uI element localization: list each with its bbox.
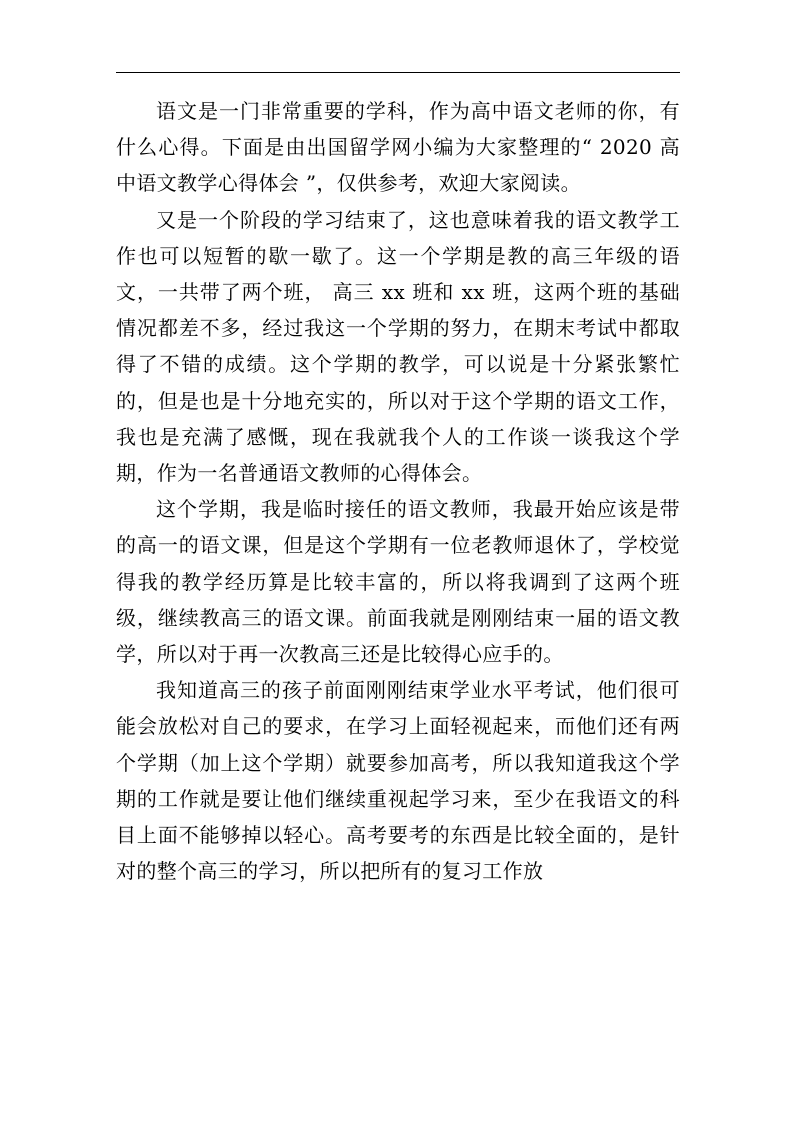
body-paragraph: 我知道高三的孩子前面刚刚结束学业水平考试，他们很可能会放松对自己的要求，在学习上面轻视起来，而他们还有两个学期（加上这个学期）就要参加高考，所以我知道我这个学期的工作就是要让他们继续重视起学习来，至少在我语文的科目上面不能够掉以轻心。高考要考的东西是比较全面的，是针对的整个高三的学习，所以把所有的复习工作放 <box>116 678 680 884</box>
header-rule <box>116 72 680 73</box>
document-body <box>116 93 680 889</box>
body-paragraph: 这个学期，我是临时接任的语文教师，我最开始应该是带的高一的语文课，但是这个学期有一位老教师退休了，学校觉得我的教学经历算是比较丰富的，所以将我调到了这两个班级，继续教高三的语文课。前面我就是刚刚结束一届的语文教学，所以对于再一次教高三还是比较得心应手的。 <box>116 497 680 667</box>
body-paragraph: 又是一个阶段的学习结束了，这也意味着我的语文教学工作也可以短暂的歇一歇了。这一个学期是教的高三年级的语文，一共带了两个班， 高三 xx 班和 xx 班，这两个班的基础情况都差不多，经过我这一个学期的努力，在期末考试中都取得了不错的成绩。这个学期的教学，可以说是十分紧张繁忙的，但是也是十分地充实的，所以对于这个学期的语文工作，我也是充满了感慨，现在我就我个人的工作谈一谈我这个学期，作为一名普通语文教师的心得体会。 <box>116 207 680 486</box>
intro-paragraph: 语文是一门非常重要的学科，作为高中语文老师的你，有什么心得。下面是由出国留学网小编为大家整理的“ 2020 高中语文教学心得体会 ”，仅供参考，欢迎大家阅读。 <box>116 99 680 196</box>
